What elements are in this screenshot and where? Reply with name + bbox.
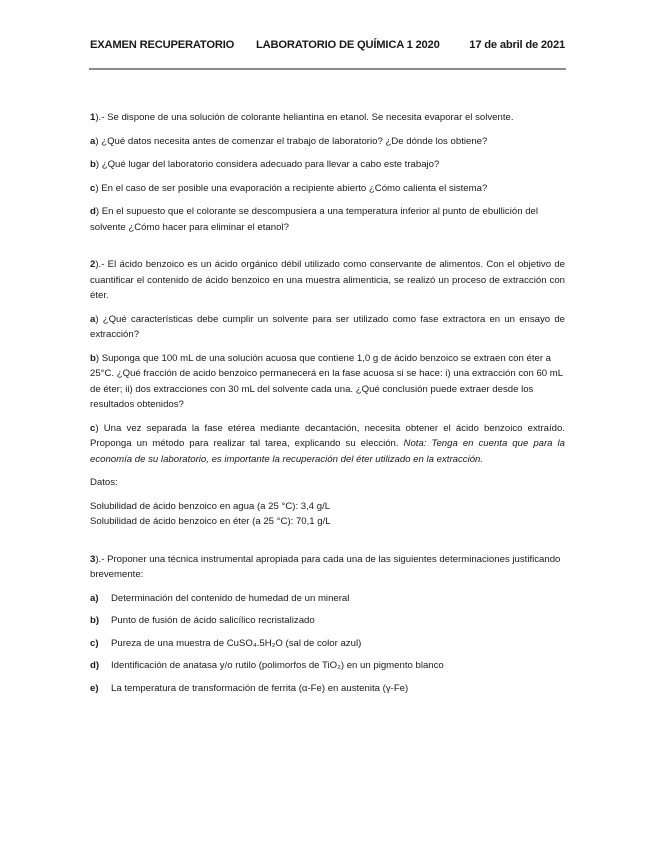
list-item	[90, 591, 565, 607]
item-text: ) ¿Qué datos necesita antes de comenzar el trabajo de laboratorio? ¿De dónde los obtiene?	[95, 135, 488, 147]
question-3-intro	[90, 552, 565, 583]
item-label: c)	[90, 637, 99, 649]
question-1-item-d	[90, 204, 565, 235]
item-text: Determinación del contenido de humedad de un mineral	[111, 592, 350, 604]
item-label: a	[90, 135, 96, 147]
item-label: b	[90, 352, 96, 364]
item-text: Pureza de una muestra de CuSO₄.5H₂O (sal de color azul)	[111, 637, 362, 649]
item-text: ) ¿Qué lugar del laboratorio considera adecuado para llevar a cabo este trabajo?	[95, 159, 440, 170]
question-1-intro	[90, 110, 565, 126]
question-1-item-b	[90, 157, 565, 173]
datos-title: Datos:	[90, 477, 118, 488]
question-2-item-c	[90, 421, 565, 468]
question-number: 3	[90, 553, 96, 565]
question-text: ).- Se dispone de una solución de colorante heliantina en etanol. Se necesita evaporar el solvente.	[95, 112, 514, 123]
item-label: b	[90, 159, 96, 170]
item-text: ) Una vez separada la fase etérea mediante decantación, necesita obtener el ácido benzoico extraído. Proponga un método para realizar tal tarea, explicando su elección.	[90, 422, 565, 449]
question-2	[90, 257, 565, 530]
item-note: Nota: Tenga en cuenta que para la economía de su laboratorio, es importante la recuperación del éter utilizado en la extracción.	[90, 438, 565, 465]
item-text: La temperatura de transformación de ferrita (α-Fe) en austenita (γ-Fe)	[111, 682, 409, 694]
list-item	[90, 613, 565, 629]
list-item	[90, 658, 565, 674]
list-item	[90, 681, 565, 697]
question-3-list	[90, 591, 565, 697]
item-text: ) En el caso de ser posible una evaporación a recipiente abierto ¿Cómo calienta el sistema?	[95, 182, 488, 194]
header-exam-title: EXAMEN RECUPERATORIO	[90, 39, 235, 51]
datos-line: Solubilidad de ácido benzoico en agua (a 25 °C): 3,4 g/L	[90, 500, 331, 512]
item-label: c	[90, 182, 96, 194]
question-text: ).- El ácido benzoico es un ácido orgánico débil utilizado como conservante de alimentos. Con el objetivo de cuantificar el contenido de ácido benzoico en una muestra alimenticia, se realizó un proceso de extracción con éter.	[90, 259, 565, 301]
question-2-item-b	[90, 351, 565, 413]
question-1-item-a	[90, 134, 565, 150]
item-text: ) Suponga que 100 mL de una solución acuosa que contiene 1,0 g de ácido benzoico se extraen con éter a 25°C. ¿Qué fracción de acido benzoico permanecerá en la fase acuosa si se hace: i) una extracción con 60 mL de éter; ii) dos extracciones con 30 mL del solvente cada una. ¿Qué conclusión puede extraer desde los resultados obtenidos?	[90, 352, 563, 410]
item-label: a)	[90, 592, 99, 604]
question-3	[90, 552, 565, 697]
item-label: d	[90, 206, 96, 217]
header-divider	[89, 68, 566, 70]
question-2-intro	[90, 257, 565, 304]
item-text: ) ¿Qué características debe cumplir un solvente para ser utilizado como fase extractora en un ensayo de extracción?	[90, 313, 565, 340]
exam-body	[90, 110, 565, 703]
item-label: e)	[90, 682, 99, 694]
question-number: 1	[90, 112, 96, 123]
item-label: c	[90, 422, 96, 434]
header-course: LABORATORIO DE QUÍMICA 1 2020	[256, 39, 440, 51]
item-label: d)	[90, 660, 100, 671]
header-date: 17 de abril de 2021	[469, 39, 565, 51]
item-text: Identificación de anatasa y/o rutilo (polimorfos de TiO₂) en un pigmento blanco	[111, 660, 444, 671]
question-1-item-c	[90, 181, 565, 197]
question-1	[90, 110, 565, 235]
item-text: Punto de fusión de ácido salicílico recristalizado	[111, 615, 315, 626]
item-text: ) En el supuesto que el colorante se descompusiera a una temperatura inferior al punto de ebullición del solvente ¿Cómo hacer para eliminar el etanol?	[90, 206, 538, 233]
datos-line: Solubilidad de ácido benzoico en éter (a 25 °C): 70,1 g/L	[90, 516, 331, 527]
page-header	[90, 39, 565, 55]
item-label: b)	[90, 615, 100, 626]
question-2-item-a	[90, 312, 565, 343]
item-label: a	[90, 313, 96, 325]
question-number: 2	[90, 259, 96, 270]
question-text: ).- Proponer una técnica instrumental apropiada para cada una de las siguientes determinaciones justificando brevemente:	[90, 553, 561, 580]
list-item	[90, 636, 565, 652]
